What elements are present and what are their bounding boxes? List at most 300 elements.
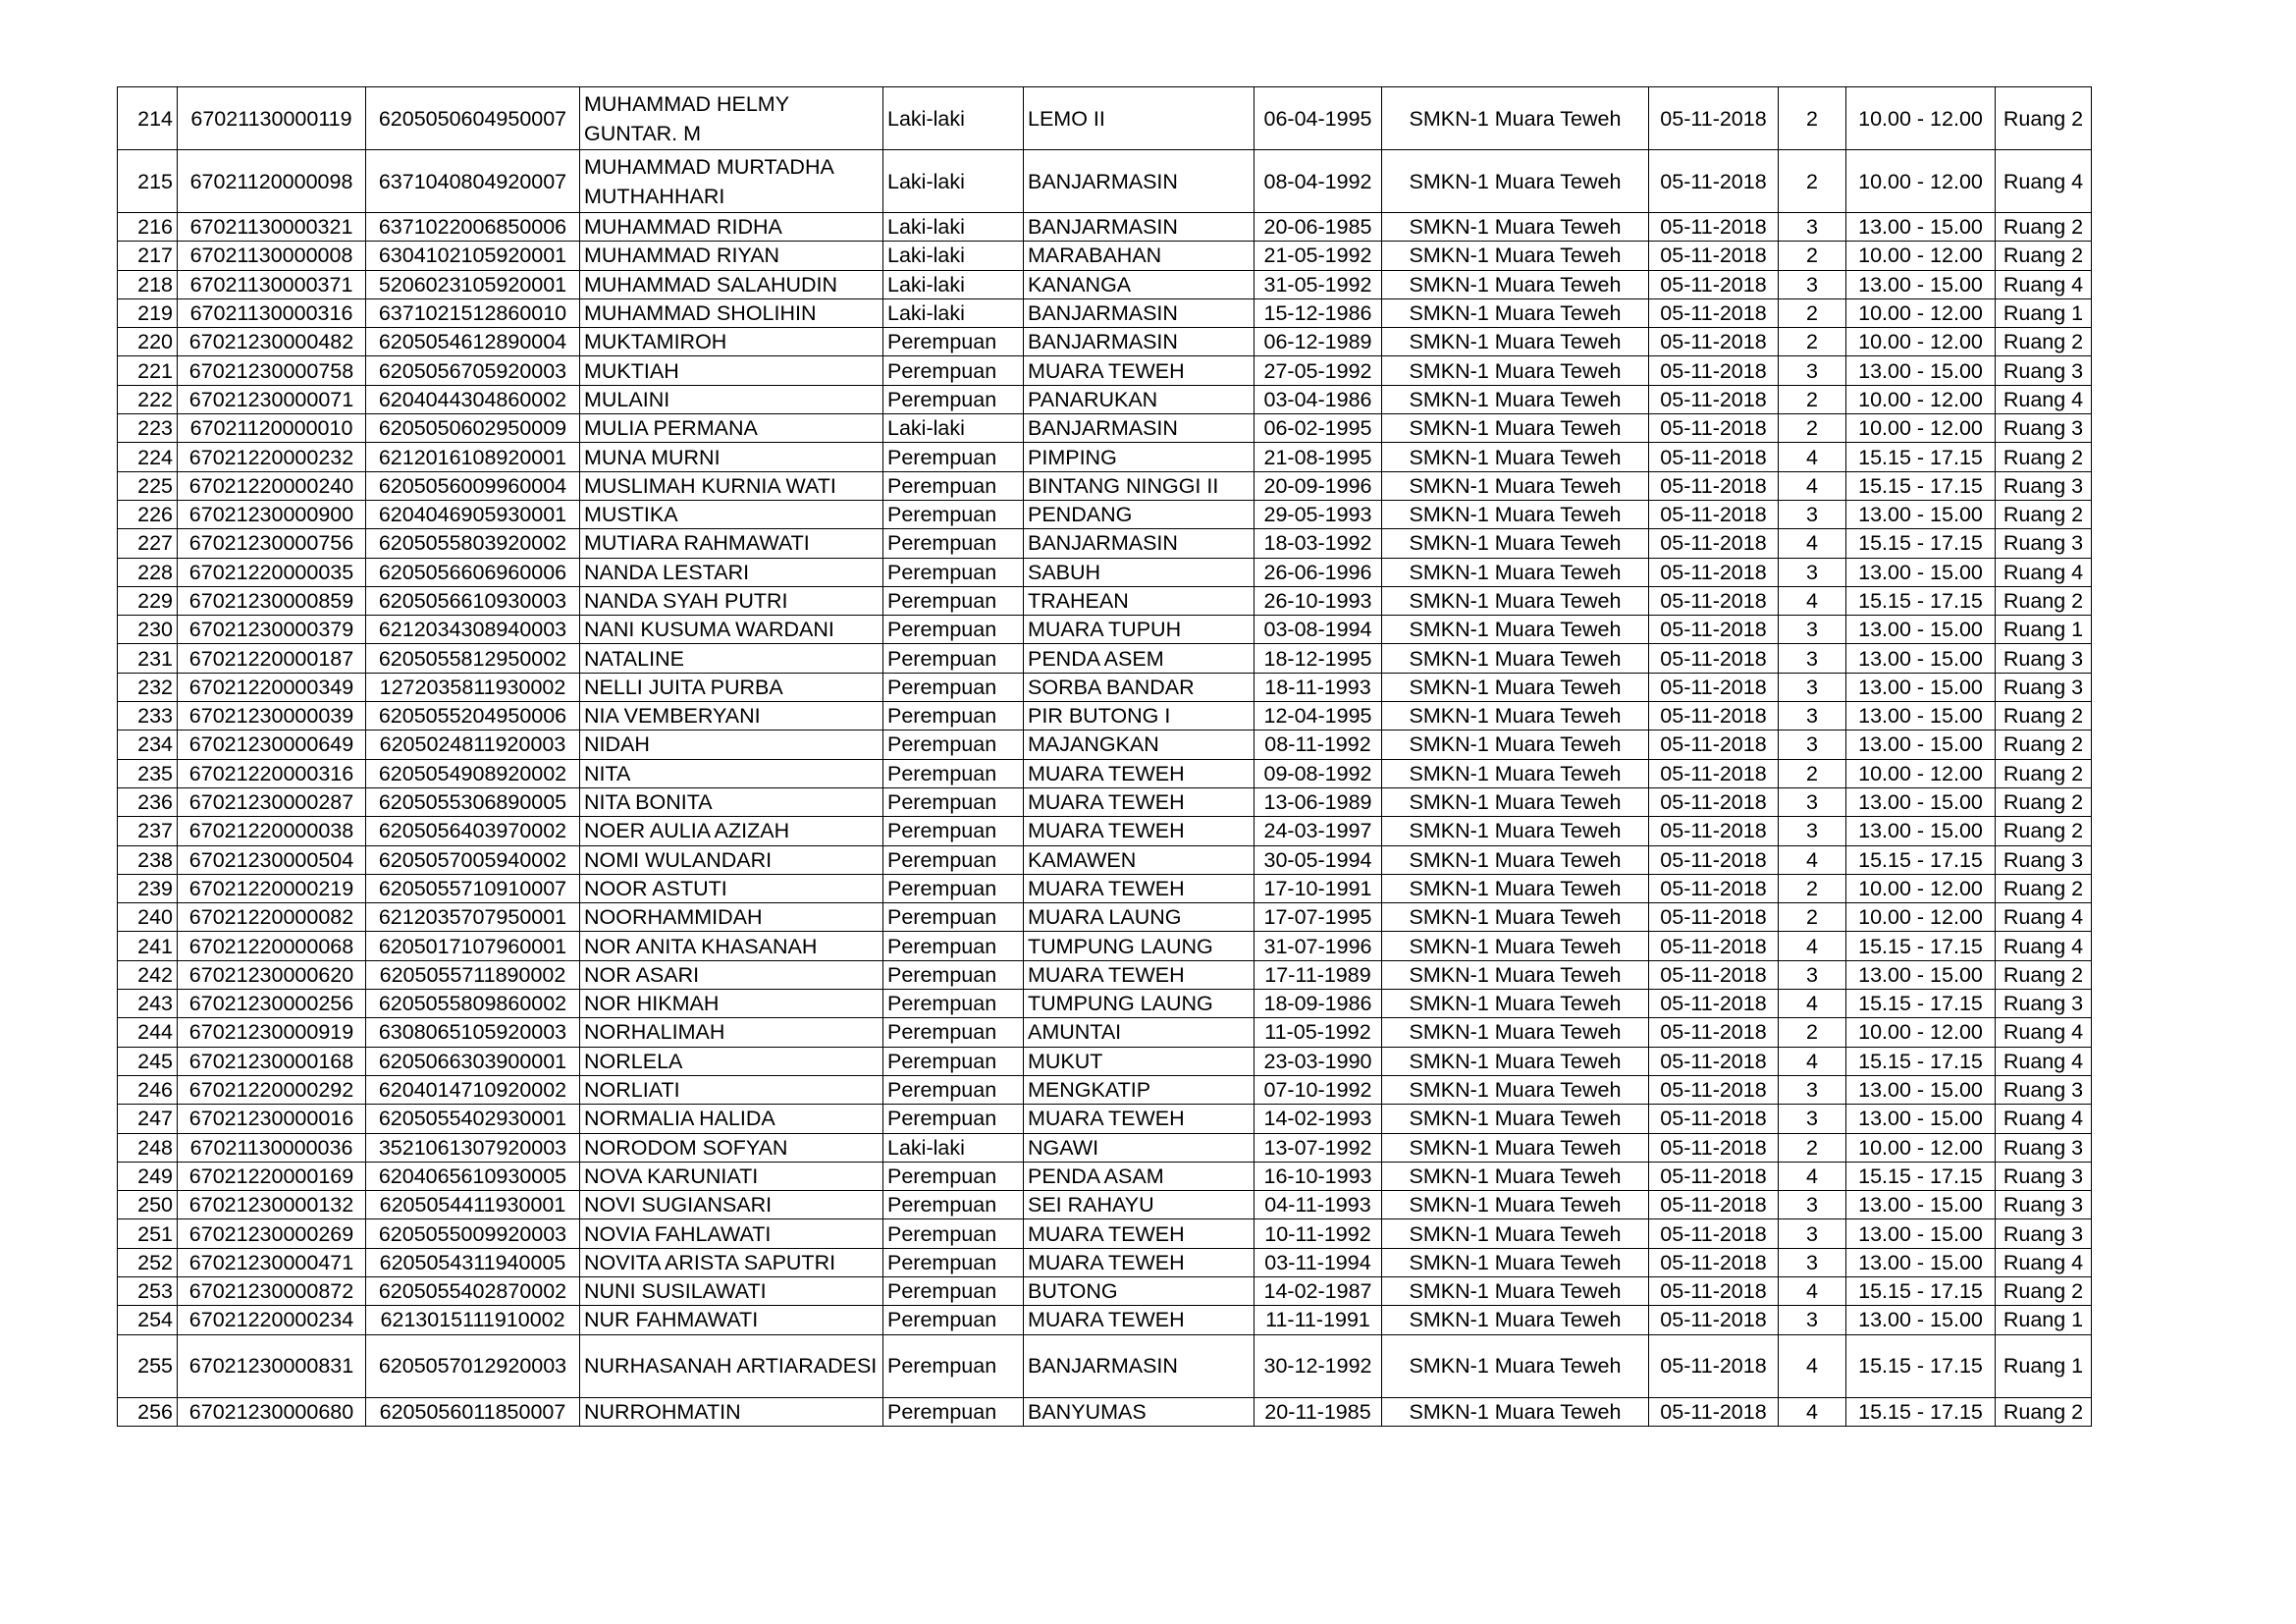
cell-birth-place: BANJARMASIN <box>1024 328 1255 356</box>
cell-exam-time: 10.00 - 12.00 <box>1846 1133 1996 1162</box>
table-row <box>118 874 2092 902</box>
cell-exam-location: SMKN-1 Muara Teweh <box>1382 1162 1649 1190</box>
cell-exam-location: SMKN-1 Muara Teweh <box>1382 1276 1649 1305</box>
cell-birth-date: 03-08-1994 <box>1255 616 1382 644</box>
cell-nik: 6371040804920007 <box>366 150 580 213</box>
cell-full-name: MUKTAMIROH <box>580 328 883 356</box>
table-row <box>118 1397 2092 1426</box>
cell-session: 2 <box>1779 1133 1846 1162</box>
cell-room: Ruang 2 <box>1996 759 2092 787</box>
cell-gender: Perempuan <box>883 702 1024 731</box>
cell-birth-date: 09-08-1992 <box>1255 759 1382 787</box>
cell-exam-location: SMKN-1 Muara Teweh <box>1382 328 1649 356</box>
cell-exam-location: SMKN-1 Muara Teweh <box>1382 87 1649 150</box>
table-row <box>118 1334 2092 1397</box>
cell-room: Ruang 2 <box>1996 702 2092 731</box>
cell-exam-time: 13.00 - 15.00 <box>1846 558 1996 586</box>
cell-exam-location: SMKN-1 Muara Teweh <box>1382 903 1649 932</box>
table-row <box>118 616 2092 644</box>
cell-row-number: 238 <box>118 845 178 874</box>
table-row <box>118 213 2092 242</box>
cell-participant-number: 67021220000082 <box>178 903 366 932</box>
cell-room: Ruang 3 <box>1996 529 2092 558</box>
cell-nik: 6205024811920003 <box>366 731 580 759</box>
cell-full-name: MUTIARA RAHMAWATI <box>580 529 883 558</box>
cell-room: Ruang 3 <box>1996 673 2092 701</box>
cell-participant-number: 67021230000872 <box>178 1276 366 1305</box>
cell-birth-place: MUARA TEWEH <box>1024 759 1255 787</box>
cell-nik: 6205054908920002 <box>366 759 580 787</box>
cell-birth-place: AMUNTAI <box>1024 1018 1255 1047</box>
cell-room: Ruang 3 <box>1996 1191 2092 1219</box>
cell-exam-time: 13.00 - 15.00 <box>1846 817 1996 845</box>
cell-birth-place: MUARA TUPUH <box>1024 616 1255 644</box>
cell-room: Ruang 4 <box>1996 1018 2092 1047</box>
cell-room: Ruang 3 <box>1996 990 2092 1018</box>
cell-exam-date: 05-11-2018 <box>1649 759 1779 787</box>
table-row <box>118 1075 2092 1104</box>
cell-birth-place: TRAHEAN <box>1024 586 1255 615</box>
cell-session: 4 <box>1779 1397 1846 1426</box>
cell-row-number: 226 <box>118 500 178 528</box>
cell-gender: Perempuan <box>883 1248 1024 1276</box>
cell-full-name: NANDA SYAH PUTRI <box>580 586 883 615</box>
cell-birth-place: BANJARMASIN <box>1024 1334 1255 1397</box>
cell-exam-location: SMKN-1 Muara Teweh <box>1382 150 1649 213</box>
cell-row-number: 227 <box>118 529 178 558</box>
cell-exam-time: 10.00 - 12.00 <box>1846 242 1996 270</box>
cell-room: Ruang 2 <box>1996 1276 2092 1305</box>
cell-participant-number: 67021130000119 <box>178 87 366 150</box>
cell-birth-place: SORBA BANDAR <box>1024 673 1255 701</box>
cell-gender: Laki-laki <box>883 270 1024 298</box>
cell-birth-date: 13-07-1992 <box>1255 1133 1382 1162</box>
cell-birth-date: 20-09-1996 <box>1255 471 1382 500</box>
cell-session: 3 <box>1779 702 1846 731</box>
cell-session: 4 <box>1779 845 1846 874</box>
table-row <box>118 558 2092 586</box>
cell-birth-date: 24-03-1997 <box>1255 817 1382 845</box>
cell-gender: Perempuan <box>883 874 1024 902</box>
cell-exam-date: 05-11-2018 <box>1649 960 1779 989</box>
cell-full-name: MUHAMMAD RIDHA <box>580 213 883 242</box>
cell-exam-location: SMKN-1 Muara Teweh <box>1382 817 1649 845</box>
participant-table <box>117 86 2092 1427</box>
cell-full-name: NOR ASARI <box>580 960 883 989</box>
cell-nik: 6205055812950002 <box>366 644 580 673</box>
cell-row-number: 236 <box>118 787 178 816</box>
table-row <box>118 529 2092 558</box>
cell-birth-place: MUARA TEWEH <box>1024 960 1255 989</box>
cell-exam-time: 15.15 - 17.15 <box>1846 443 1996 471</box>
cell-session: 3 <box>1779 1248 1846 1276</box>
cell-exam-location: SMKN-1 Muara Teweh <box>1382 673 1649 701</box>
cell-birth-date: 14-02-1987 <box>1255 1276 1382 1305</box>
cell-session: 4 <box>1779 1047 1846 1075</box>
cell-gender: Laki-laki <box>883 150 1024 213</box>
cell-session: 4 <box>1779 1334 1846 1397</box>
cell-session: 2 <box>1779 87 1846 150</box>
cell-participant-number: 67021220000035 <box>178 558 366 586</box>
table-row <box>118 903 2092 932</box>
cell-nik: 6205056403970002 <box>366 817 580 845</box>
cell-nik: 6205055711890002 <box>366 960 580 989</box>
cell-birth-date: 18-12-1995 <box>1255 644 1382 673</box>
cell-birth-date: 20-06-1985 <box>1255 213 1382 242</box>
cell-birth-place: MUARA TEWEH <box>1024 874 1255 902</box>
cell-birth-place: MUARA LAUNG <box>1024 903 1255 932</box>
table-row <box>118 1162 2092 1190</box>
cell-birth-date: 18-11-1993 <box>1255 673 1382 701</box>
cell-full-name: MUHAMMAD RIYAN <box>580 242 883 270</box>
cell-row-number: 218 <box>118 270 178 298</box>
table-row <box>118 817 2092 845</box>
cell-birth-date: 04-11-1993 <box>1255 1191 1382 1219</box>
cell-participant-number: 67021230000680 <box>178 1397 366 1426</box>
cell-row-number: 243 <box>118 990 178 1018</box>
cell-row-number: 231 <box>118 644 178 673</box>
cell-gender: Perempuan <box>883 1397 1024 1426</box>
cell-exam-location: SMKN-1 Muara Teweh <box>1382 443 1649 471</box>
cell-birth-date: 06-02-1995 <box>1255 414 1382 443</box>
cell-participant-number: 67021230000649 <box>178 731 366 759</box>
cell-participant-number: 67021220000232 <box>178 443 366 471</box>
cell-gender: Laki-laki <box>883 87 1024 150</box>
cell-row-number: 248 <box>118 1133 178 1162</box>
cell-session: 3 <box>1779 500 1846 528</box>
cell-exam-location: SMKN-1 Muara Teweh <box>1382 960 1649 989</box>
cell-exam-time: 10.00 - 12.00 <box>1846 87 1996 150</box>
cell-exam-date: 05-11-2018 <box>1649 150 1779 213</box>
cell-participant-number: 67021230000859 <box>178 586 366 615</box>
cell-row-number: 221 <box>118 356 178 385</box>
cell-gender: Laki-laki <box>883 298 1024 327</box>
cell-row-number: 239 <box>118 874 178 902</box>
cell-exam-date: 05-11-2018 <box>1649 990 1779 1018</box>
cell-session: 3 <box>1779 1075 1846 1104</box>
cell-row-number: 223 <box>118 414 178 443</box>
table-row <box>118 1047 2092 1075</box>
cell-participant-number: 67021230000756 <box>178 529 366 558</box>
cell-nik: 6205056011850007 <box>366 1397 580 1426</box>
cell-nik: 3521061307920003 <box>366 1133 580 1162</box>
cell-room: Ruang 2 <box>1996 1397 2092 1426</box>
cell-session: 4 <box>1779 443 1846 471</box>
cell-gender: Perempuan <box>883 328 1024 356</box>
cell-row-number: 215 <box>118 150 178 213</box>
cell-gender: Laki-laki <box>883 414 1024 443</box>
cell-exam-date: 05-11-2018 <box>1649 213 1779 242</box>
cell-exam-location: SMKN-1 Muara Teweh <box>1382 529 1649 558</box>
cell-room: Ruang 4 <box>1996 385 2092 413</box>
cell-row-number: 252 <box>118 1248 178 1276</box>
cell-participant-number: 67021230000016 <box>178 1105 366 1133</box>
cell-full-name: NOR ANITA KHASANAH <box>580 932 883 960</box>
cell-participant-number: 67021230000132 <box>178 1191 366 1219</box>
cell-birth-date: 03-11-1994 <box>1255 1248 1382 1276</box>
cell-nik: 6205054411930001 <box>366 1191 580 1219</box>
cell-exam-date: 05-11-2018 <box>1649 1334 1779 1397</box>
cell-birth-date: 31-05-1992 <box>1255 270 1382 298</box>
cell-gender: Perempuan <box>883 932 1024 960</box>
cell-exam-time: 13.00 - 15.00 <box>1846 356 1996 385</box>
cell-session: 2 <box>1779 1018 1846 1047</box>
cell-birth-place: BUTONG <box>1024 1276 1255 1305</box>
cell-room: Ruang 3 <box>1996 845 2092 874</box>
cell-nik: 6371022006850006 <box>366 213 580 242</box>
cell-birth-place: KAMAWEN <box>1024 845 1255 874</box>
cell-exam-date: 05-11-2018 <box>1649 500 1779 528</box>
table-row <box>118 787 2092 816</box>
cell-gender: Perempuan <box>883 529 1024 558</box>
cell-exam-time: 13.00 - 15.00 <box>1846 1075 1996 1104</box>
cell-birth-date: 08-04-1992 <box>1255 150 1382 213</box>
table-row <box>118 298 2092 327</box>
cell-exam-location: SMKN-1 Muara Teweh <box>1382 1191 1649 1219</box>
cell-session: 4 <box>1779 586 1846 615</box>
cell-exam-location: SMKN-1 Muara Teweh <box>1382 270 1649 298</box>
table-row <box>118 1133 2092 1162</box>
cell-exam-location: SMKN-1 Muara Teweh <box>1382 731 1649 759</box>
cell-row-number: 240 <box>118 903 178 932</box>
cell-exam-location: SMKN-1 Muara Teweh <box>1382 1018 1649 1047</box>
cell-row-number: 255 <box>118 1334 178 1397</box>
cell-exam-location: SMKN-1 Muara Teweh <box>1382 1133 1649 1162</box>
cell-full-name: NELLI JUITA PURBA <box>580 673 883 701</box>
cell-exam-date: 05-11-2018 <box>1649 845 1779 874</box>
cell-exam-time: 15.15 - 17.15 <box>1846 1397 1996 1426</box>
cell-gender: Perempuan <box>883 616 1024 644</box>
cell-gender: Perempuan <box>883 644 1024 673</box>
cell-exam-time: 13.00 - 15.00 <box>1846 1191 1996 1219</box>
table-row <box>118 731 2092 759</box>
cell-participant-number: 67021130000036 <box>178 1133 366 1162</box>
cell-exam-location: SMKN-1 Muara Teweh <box>1382 787 1649 816</box>
cell-full-name: NOORHAMMIDAH <box>580 903 883 932</box>
cell-nik: 6212035707950001 <box>366 903 580 932</box>
cell-participant-number: 67021230000620 <box>178 960 366 989</box>
cell-birth-date: 16-10-1993 <box>1255 1162 1382 1190</box>
cell-exam-location: SMKN-1 Muara Teweh <box>1382 385 1649 413</box>
cell-birth-date: 23-03-1990 <box>1255 1047 1382 1075</box>
cell-exam-time: 13.00 - 15.00 <box>1846 644 1996 673</box>
cell-birth-place: NGAWI <box>1024 1133 1255 1162</box>
cell-birth-date: 18-09-1986 <box>1255 990 1382 1018</box>
table-row <box>118 673 2092 701</box>
cell-session: 3 <box>1779 616 1846 644</box>
cell-birth-date: 29-05-1993 <box>1255 500 1382 528</box>
table-row <box>118 932 2092 960</box>
cell-exam-date: 05-11-2018 <box>1649 616 1779 644</box>
cell-gender: Perempuan <box>883 1334 1024 1397</box>
cell-birth-place: MUARA TEWEH <box>1024 817 1255 845</box>
cell-participant-number: 67021220000292 <box>178 1075 366 1104</box>
cell-full-name: NITA BONITA <box>580 787 883 816</box>
cell-birth-place: BANJARMASIN <box>1024 213 1255 242</box>
table-row <box>118 471 2092 500</box>
cell-exam-date: 05-11-2018 <box>1649 586 1779 615</box>
cell-exam-date: 05-11-2018 <box>1649 702 1779 731</box>
cell-birth-place: BANJARMASIN <box>1024 298 1255 327</box>
cell-participant-number: 67021220000038 <box>178 817 366 845</box>
cell-session: 4 <box>1779 932 1846 960</box>
cell-full-name: NOER AULIA AZIZAH <box>580 817 883 845</box>
cell-row-number: 246 <box>118 1075 178 1104</box>
cell-room: Ruang 3 <box>1996 1075 2092 1104</box>
cell-exam-location: SMKN-1 Muara Teweh <box>1382 471 1649 500</box>
cell-exam-time: 15.15 - 17.15 <box>1846 1047 1996 1075</box>
cell-full-name: NOOR ASTUTI <box>580 874 883 902</box>
cell-row-number: 232 <box>118 673 178 701</box>
cell-row-number: 230 <box>118 616 178 644</box>
cell-gender: Laki-laki <box>883 213 1024 242</box>
cell-birth-place: SABUH <box>1024 558 1255 586</box>
cell-gender: Perempuan <box>883 673 1024 701</box>
cell-room: Ruang 4 <box>1996 558 2092 586</box>
cell-birth-date: 15-12-1986 <box>1255 298 1382 327</box>
cell-exam-location: SMKN-1 Muara Teweh <box>1382 213 1649 242</box>
cell-exam-date: 05-11-2018 <box>1649 558 1779 586</box>
cell-row-number: 217 <box>118 242 178 270</box>
cell-exam-date: 05-11-2018 <box>1649 471 1779 500</box>
cell-full-name: MUHAMMAD SALAHUDIN <box>580 270 883 298</box>
cell-exam-date: 05-11-2018 <box>1649 328 1779 356</box>
cell-exam-location: SMKN-1 Muara Teweh <box>1382 298 1649 327</box>
cell-gender: Perempuan <box>883 1191 1024 1219</box>
cell-nik: 6205055402870002 <box>366 1276 580 1305</box>
cell-row-number: 251 <box>118 1219 178 1248</box>
cell-birth-date: 26-06-1996 <box>1255 558 1382 586</box>
table-row <box>118 1306 2092 1334</box>
cell-birth-place: MUARA TEWEH <box>1024 1105 1255 1133</box>
cell-session: 2 <box>1779 903 1846 932</box>
cell-nik: 6205055803920002 <box>366 529 580 558</box>
cell-exam-date: 05-11-2018 <box>1649 1105 1779 1133</box>
cell-room: Ruang 2 <box>1996 500 2092 528</box>
cell-session: 3 <box>1779 817 1846 845</box>
cell-exam-date: 05-11-2018 <box>1649 1248 1779 1276</box>
cell-room: Ruang 3 <box>1996 471 2092 500</box>
cell-full-name: NURROHMATIN <box>580 1397 883 1426</box>
cell-participant-number: 67021220000169 <box>178 1162 366 1190</box>
cell-birth-place: KANANGA <box>1024 270 1255 298</box>
cell-session: 2 <box>1779 759 1846 787</box>
table-row <box>118 644 2092 673</box>
cell-exam-location: SMKN-1 Muara Teweh <box>1382 845 1649 874</box>
cell-gender: Perempuan <box>883 1276 1024 1305</box>
cell-gender: Perempuan <box>883 471 1024 500</box>
cell-birth-place: MARABAHAN <box>1024 242 1255 270</box>
cell-participant-number: 67021230000071 <box>178 385 366 413</box>
cell-nik: 6205056610930003 <box>366 586 580 615</box>
cell-gender: Laki-laki <box>883 242 1024 270</box>
cell-exam-date: 05-11-2018 <box>1649 932 1779 960</box>
table-row <box>118 1191 2092 1219</box>
cell-gender: Perempuan <box>883 759 1024 787</box>
cell-gender: Perempuan <box>883 558 1024 586</box>
cell-full-name: NUR FAHMAWATI <box>580 1306 883 1334</box>
cell-full-name: MUHAMMAD SHOLIHIN <box>580 298 883 327</box>
cell-session: 2 <box>1779 328 1846 356</box>
cell-birth-date: 14-02-1993 <box>1255 1105 1382 1133</box>
cell-birth-place: PENDANG <box>1024 500 1255 528</box>
cell-nik: 6205017107960001 <box>366 932 580 960</box>
cell-birth-date: 17-11-1989 <box>1255 960 1382 989</box>
cell-birth-date: 20-11-1985 <box>1255 1397 1382 1426</box>
cell-gender: Perempuan <box>883 731 1024 759</box>
cell-participant-number: 67021230000379 <box>178 616 366 644</box>
table-row <box>118 1248 2092 1276</box>
cell-gender: Perempuan <box>883 787 1024 816</box>
cell-participant-number: 67021230000168 <box>178 1047 366 1075</box>
cell-full-name: NOVA KARUNIATI <box>580 1162 883 1190</box>
cell-row-number: 225 <box>118 471 178 500</box>
cell-session: 3 <box>1779 1219 1846 1248</box>
cell-gender: Perempuan <box>883 356 1024 385</box>
cell-exam-date: 05-11-2018 <box>1649 1047 1779 1075</box>
table-row <box>118 759 2092 787</box>
cell-exam-time: 13.00 - 15.00 <box>1846 1219 1996 1248</box>
cell-room: Ruang 1 <box>1996 1306 2092 1334</box>
cell-row-number: 241 <box>118 932 178 960</box>
cell-birth-place: BINTANG NINGGI II <box>1024 471 1255 500</box>
cell-birth-place: PIMPING <box>1024 443 1255 471</box>
cell-participant-number: 67021130000316 <box>178 298 366 327</box>
cell-exam-date: 05-11-2018 <box>1649 817 1779 845</box>
cell-participant-number: 67021230000269 <box>178 1219 366 1248</box>
cell-exam-date: 05-11-2018 <box>1649 270 1779 298</box>
cell-full-name: MUHAMMAD HELMY GUNTAR. M <box>580 87 883 150</box>
cell-row-number: 235 <box>118 759 178 787</box>
cell-room: Ruang 3 <box>1996 1162 2092 1190</box>
cell-birth-date: 10-11-1992 <box>1255 1219 1382 1248</box>
cell-exam-time: 13.00 - 15.00 <box>1846 270 1996 298</box>
cell-exam-time: 10.00 - 12.00 <box>1846 385 1996 413</box>
cell-participant-number: 67021230000831 <box>178 1334 366 1397</box>
cell-session: 2 <box>1779 874 1846 902</box>
cell-session: 4 <box>1779 1276 1846 1305</box>
cell-gender: Perempuan <box>883 500 1024 528</box>
table-row <box>118 1276 2092 1305</box>
cell-exam-date: 05-11-2018 <box>1649 1162 1779 1190</box>
cell-gender: Perempuan <box>883 1306 1024 1334</box>
cell-room: Ruang 2 <box>1996 817 2092 845</box>
cell-gender: Perempuan <box>883 443 1024 471</box>
cell-row-number: 256 <box>118 1397 178 1426</box>
cell-birth-date: 06-04-1995 <box>1255 87 1382 150</box>
cell-row-number: 237 <box>118 817 178 845</box>
cell-room: Ruang 2 <box>1996 731 2092 759</box>
cell-exam-time: 15.15 - 17.15 <box>1846 845 1996 874</box>
cell-full-name: NIA VEMBERYANI <box>580 702 883 731</box>
cell-gender: Laki-laki <box>883 1133 1024 1162</box>
cell-session: 2 <box>1779 150 1846 213</box>
cell-room: Ruang 4 <box>1996 270 2092 298</box>
cell-exam-time: 13.00 - 15.00 <box>1846 731 1996 759</box>
cell-exam-time: 13.00 - 15.00 <box>1846 673 1996 701</box>
cell-full-name: MUHAMMAD MURTADHA MUTHAHHARI <box>580 150 883 213</box>
cell-exam-time: 13.00 - 15.00 <box>1846 1105 1996 1133</box>
cell-session: 3 <box>1779 731 1846 759</box>
cell-room: Ruang 2 <box>1996 787 2092 816</box>
cell-nik: 6205055402930001 <box>366 1105 580 1133</box>
cell-exam-date: 05-11-2018 <box>1649 529 1779 558</box>
cell-birth-place: PENDA ASEM <box>1024 644 1255 673</box>
cell-nik: 6204014710920002 <box>366 1075 580 1104</box>
cell-full-name: MUKTIAH <box>580 356 883 385</box>
cell-nik: 6213015111910002 <box>366 1306 580 1334</box>
cell-exam-date: 05-11-2018 <box>1649 874 1779 902</box>
